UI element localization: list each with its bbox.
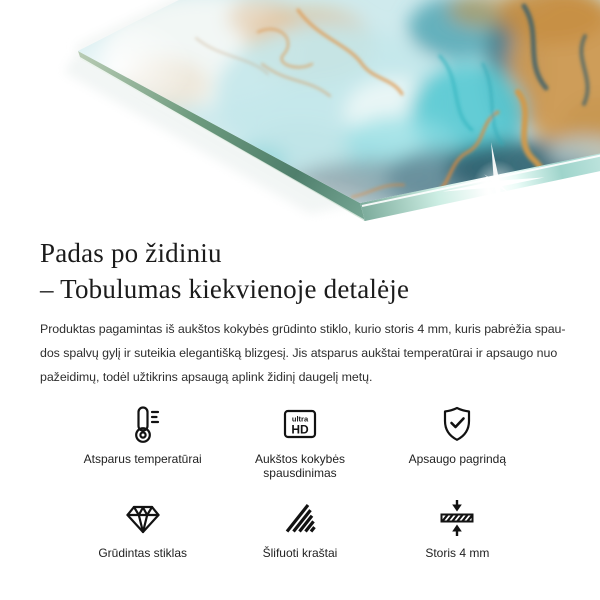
feature-label: Aukštos kokybės spausdinimas [254, 452, 346, 480]
page-title [40, 235, 560, 307]
thickness-icon [437, 498, 477, 538]
product-info-section [0, 235, 600, 560]
ultra-hd-badge-bottom: HD [291, 422, 309, 437]
diamond-icon [123, 498, 163, 538]
glass-panel-illustration [0, 0, 600, 230]
feature-thickness [379, 498, 536, 560]
description-line: pažeidimų, todėl užtikrins apsaugą aplink židinį daugelį metų. [40, 370, 373, 384]
polished-edges-icon [280, 498, 320, 538]
feature-print-quality [221, 404, 378, 480]
feature-tempered-glass [64, 498, 221, 560]
description-line: dos spalvų gylį ir suteikia elegantišką blizgesį. Jis atsparus aukštai temperatūrai ir apsaugo nuo [40, 346, 558, 360]
ultra-hd-badge-top: ultra [291, 414, 309, 424]
product-description [40, 317, 566, 389]
feature-label: Šlifuoti kraštai [262, 546, 338, 560]
shield-check-icon [437, 404, 477, 444]
feature-label: Grūdintas stiklas [98, 546, 188, 560]
product-photo [0, 0, 600, 230]
feature-label: Storis 4 mm [425, 546, 490, 560]
feature-protects-base [379, 404, 536, 480]
title-line-1: Padas po židiniu [40, 238, 222, 268]
title-line-2: – Tobulumas kiekvienoje detalėje [40, 274, 410, 304]
feature-polished-edges [221, 498, 378, 560]
description-line: Produktas pagamintas iš aukštos kokybės grūdinto stiklo, kurio storis 4 mm, kuris pabrėžia spau- [40, 322, 566, 336]
feature-grid [64, 404, 536, 560]
ultra-hd-icon [280, 404, 320, 444]
feature-temperature [64, 404, 221, 480]
feature-label: Apsaugo pagrindą [408, 452, 507, 466]
thermometer-icon [123, 404, 163, 444]
feature-label: Atsparus temperatūrai [83, 452, 202, 466]
